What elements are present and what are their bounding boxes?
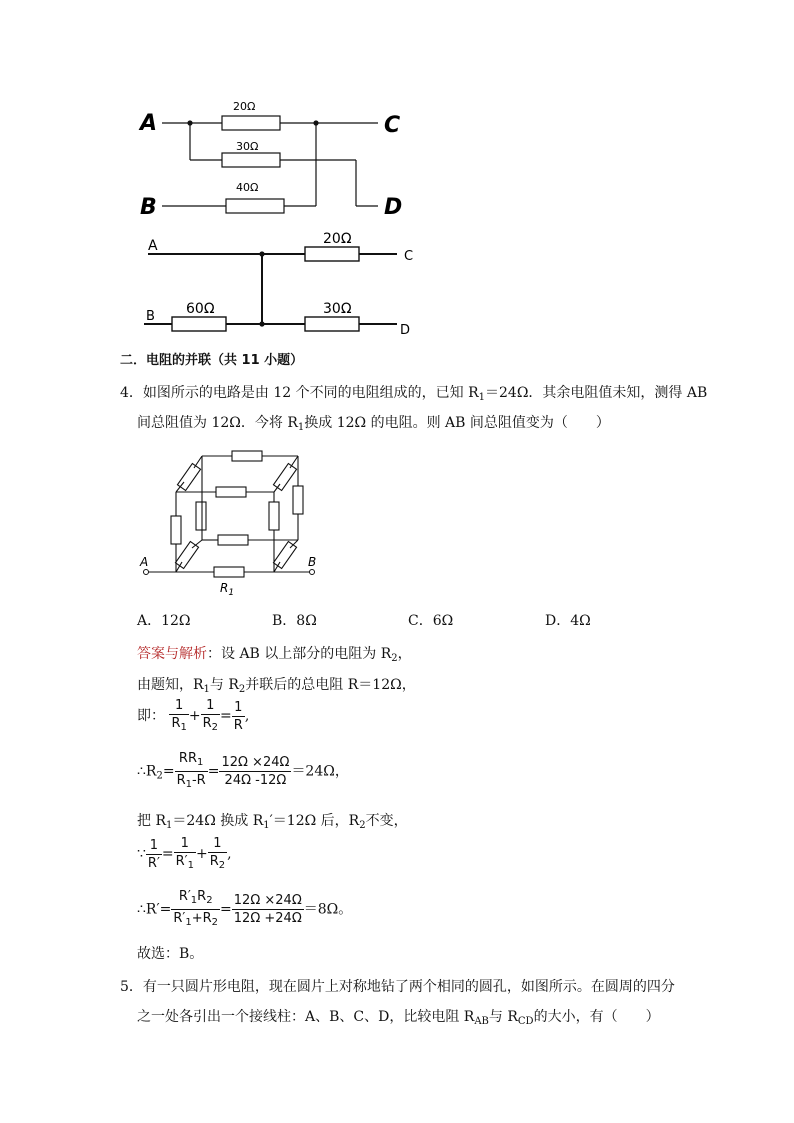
resistor-label-30-d2: 30Ω — [323, 301, 352, 317]
resistor-label-40: 40Ω — [236, 181, 259, 194]
cube-label-b: B — [308, 555, 317, 569]
q4-option-c[interactable]: C．6Ω — [408, 613, 454, 629]
resistor-40-d1 — [226, 199, 284, 213]
resistor-label-60-d2: 60Ω — [186, 301, 215, 317]
q4-answer-line2: 由题知，$R_1$与 $R_2$并联后的总电阻 R＝12Ω， — [137, 677, 416, 695]
resistor-label-30: 30Ω — [236, 140, 259, 153]
q4-replace-line: 把 $R_1=24\Omega$ 换成 $R_1'=12\Omega$ 后，$R_2$不变， — [137, 813, 408, 831]
q4-option-b[interactable]: B．8Ω — [272, 613, 317, 629]
label-a-d2: A — [148, 238, 158, 254]
resistor-30-d1 — [222, 153, 280, 167]
resistor-20-d2 — [305, 247, 359, 261]
resistor-cube-figure — [136, 446, 326, 598]
q5-line2: 之一处各引出一个接线柱：A、B、C、D，比较电阻 $R_{AB}$与 $R_{CD}$的大小，有（ ） — [137, 1009, 660, 1027]
equation-r2: $\therefore R_2=$ $\frac{RR_1}{R_1-R}$ = $\frac{12\Omega \times 24\Omega}{24\Omega -12\Omega}$ ＝24Ω， — [137, 751, 349, 790]
label-c-d1: C — [384, 113, 401, 138]
q4-option-d[interactable]: D．4Ω — [545, 613, 591, 629]
q4-stem-line1: 4．如图所示的电路是由 12 个不同的电阻组成的，已知 $R_1=24\Omega$．其余电阻值未知，测得 AB — [120, 385, 708, 403]
q4-answer-intro: 答案与解析：设 AB 以上部分的电阻为 $R_2$， — [137, 646, 412, 664]
q4-option-a[interactable]: A．12Ω — [137, 613, 191, 629]
resistor-20-d1 — [222, 116, 280, 130]
section-heading: 二．电阻的并联（共 11 小题） — [120, 353, 304, 368]
resistor-label-20: 20Ω — [233, 100, 256, 113]
circuit-diagram-2 — [140, 228, 430, 340]
equation-new-parallel: ∵ $\frac{1}{R'}$ = $\frac{1}{R'_1}$ + $\frac{1}{R_2}$ , — [137, 835, 232, 871]
equation-new-total: ∴R′= $\frac{R'_1R_2}{R'_1+R_2}$ = $\frac{12\Omega \times 24\Omega}{12\Omega +24\Omega}$ ＝8Ω。 — [137, 889, 353, 928]
resistor-label-20-d2: 20Ω — [323, 231, 352, 247]
label-d-d1: D — [384, 195, 403, 220]
label-a-d1: A — [140, 111, 158, 136]
q5-line1: 5．有一只圆片形电阻，现在圆片上对称地钻了两个相同的圆孔，如图所示。在圆周的四分 — [120, 979, 675, 995]
circuit-diagram-1 — [130, 90, 420, 220]
cube-label-r1: $R_1$ — [220, 581, 235, 598]
q4-stem-line2: 间总阻值为 12Ω．今将 $R_1$换成 12Ω 的电阻。则 AB 间总阻值变为（ ） — [137, 415, 610, 433]
equation-parallel: 即： $\frac{1}{R_1}$ + $\frac{1}{R_2}$ = $\frac{1}{R}$ , — [137, 697, 250, 733]
resistor-r1 — [214, 567, 244, 577]
cube-label-a: A — [140, 555, 149, 569]
label-b-d1: B — [140, 195, 157, 220]
q4-conclusion: 故选：B。 — [137, 946, 204, 962]
resistor-30-d2 — [305, 317, 359, 331]
resistor-60-d2 — [172, 317, 226, 331]
label-c-d2: C — [404, 249, 414, 264]
label-b-d2: B — [146, 309, 155, 324]
label-d-d2: D — [400, 323, 411, 338]
